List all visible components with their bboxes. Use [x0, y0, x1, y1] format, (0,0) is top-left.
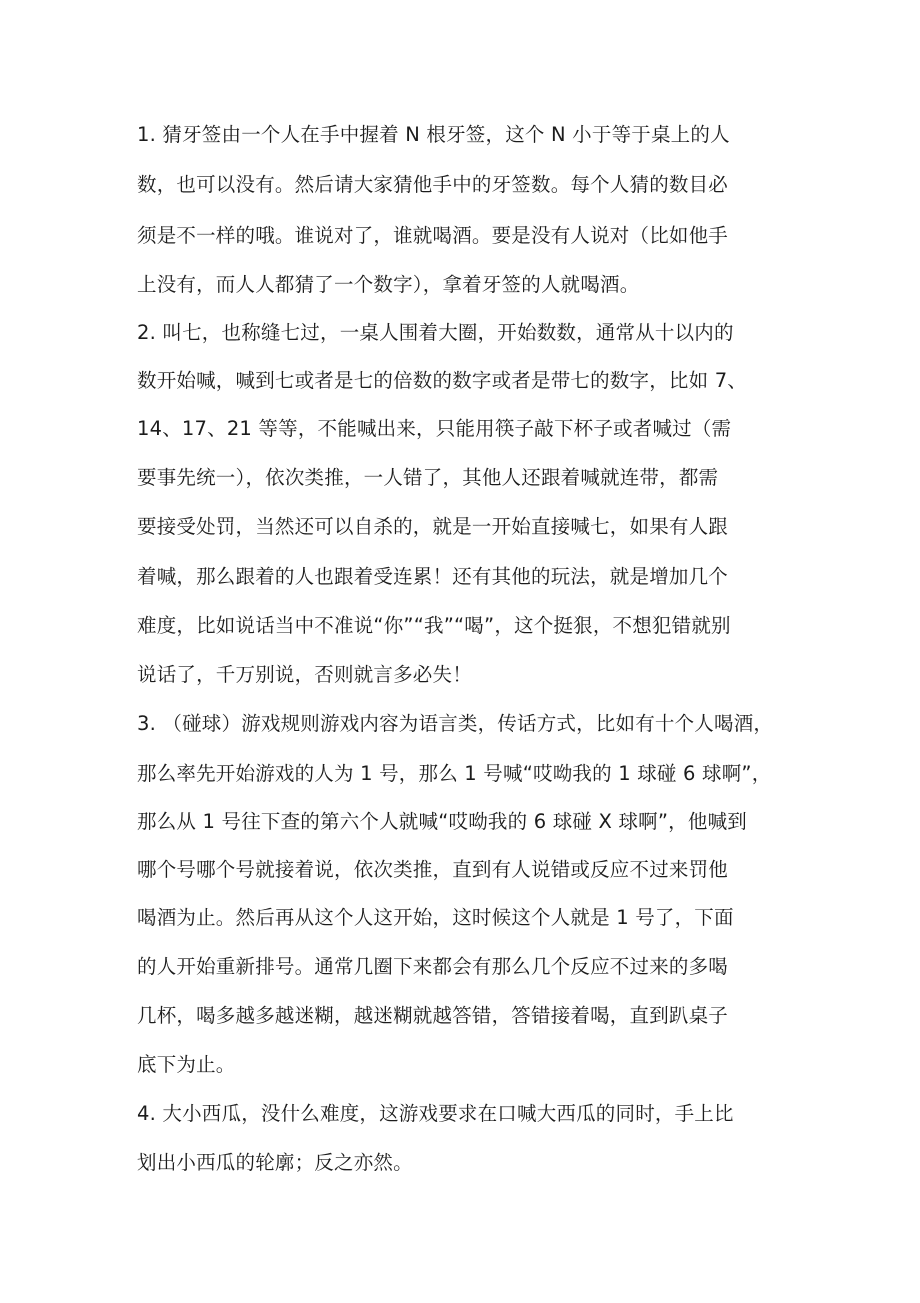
- text-line: 划出小西瓜的轮廓；反之亦然。: [137, 1151, 413, 1174]
- text-line: 几杯，喝多越多越迷糊，越迷糊就越答错，答错接着喝，直到趴桌子: [137, 1004, 729, 1027]
- text-line: 2. 叫七，也称缝七过，一桌人围着大圈，开始数数，通常从十以内的: [137, 321, 734, 344]
- text-line: 喝酒为止。然后再从这个人这开始，这时候这个人就是 1 号了，下面: [137, 906, 734, 929]
- text-line: 3. （碰球）游戏规则游戏内容为语言类，传话方式，比如有十个人喝酒，: [137, 712, 774, 735]
- text-line: 要事先统一），依次类推，一人错了，其他人还跟着喊就连带，都需: [137, 466, 719, 489]
- text-line: 说话了，千万别说，否则就言多必失！: [137, 663, 472, 686]
- text-line: 那么从 1 号往下查的第六个人就喊“哎呦我的 6 球碰 X 球啊”，他喊到: [137, 810, 747, 833]
- text-line: 1. 猜牙签由一个人在手中握着 N 根牙签，这个 N 小于等于桌上的人: [137, 123, 730, 146]
- text-line: 底下为止。: [137, 1053, 236, 1076]
- text-line: 数，也可以没有。然后请大家猜他手中的牙签数。每个人猜的数目必: [137, 173, 729, 196]
- text-line: 的人开始重新排号。通常几圈下来都会有那么几个反应不过来的多喝: [137, 955, 729, 978]
- text-line: 上没有，而人人都猜了一个数字），拿着牙签的人就喝酒。: [137, 273, 640, 296]
- text-line: 14、17、21 等等，不能喊出来，只能用筷子敲下杯子或者喊过（需: [137, 417, 732, 440]
- text-line: 4. 大小西瓜，没什么难度，这游戏要求在口喊大西瓜的同时，手上比: [137, 1102, 734, 1125]
- text-line: 那么率先开始游戏的人为 1 号，那么 1 号喊“哎呦我的 1 球碰 6 球啊”，: [137, 762, 772, 785]
- text-line: 哪个号哪个号就接着说，依次类推，直到有人说错或反应不过来罚他: [137, 858, 729, 881]
- text-line: 着喊，那么跟着的人也跟着受连累！还有其他的玩法，就是增加几个: [137, 565, 729, 588]
- text-line: 要接受处罚，当然还可以自杀的，就是一开始直接喊七，如果有人跟: [137, 515, 729, 538]
- text-line: 数开始喊，喊到七或者是七的倍数的数字或者是带七的数字，比如 7、: [137, 369, 748, 392]
- text-line: 难度，比如说话当中不准说“你”“我”“喝”，这个挺狠，不想犯错就别: [137, 614, 731, 637]
- text-line: 须是不一样的哦。谁说对了，谁就喝酒。要是没有人说对（比如他手: [137, 224, 729, 247]
